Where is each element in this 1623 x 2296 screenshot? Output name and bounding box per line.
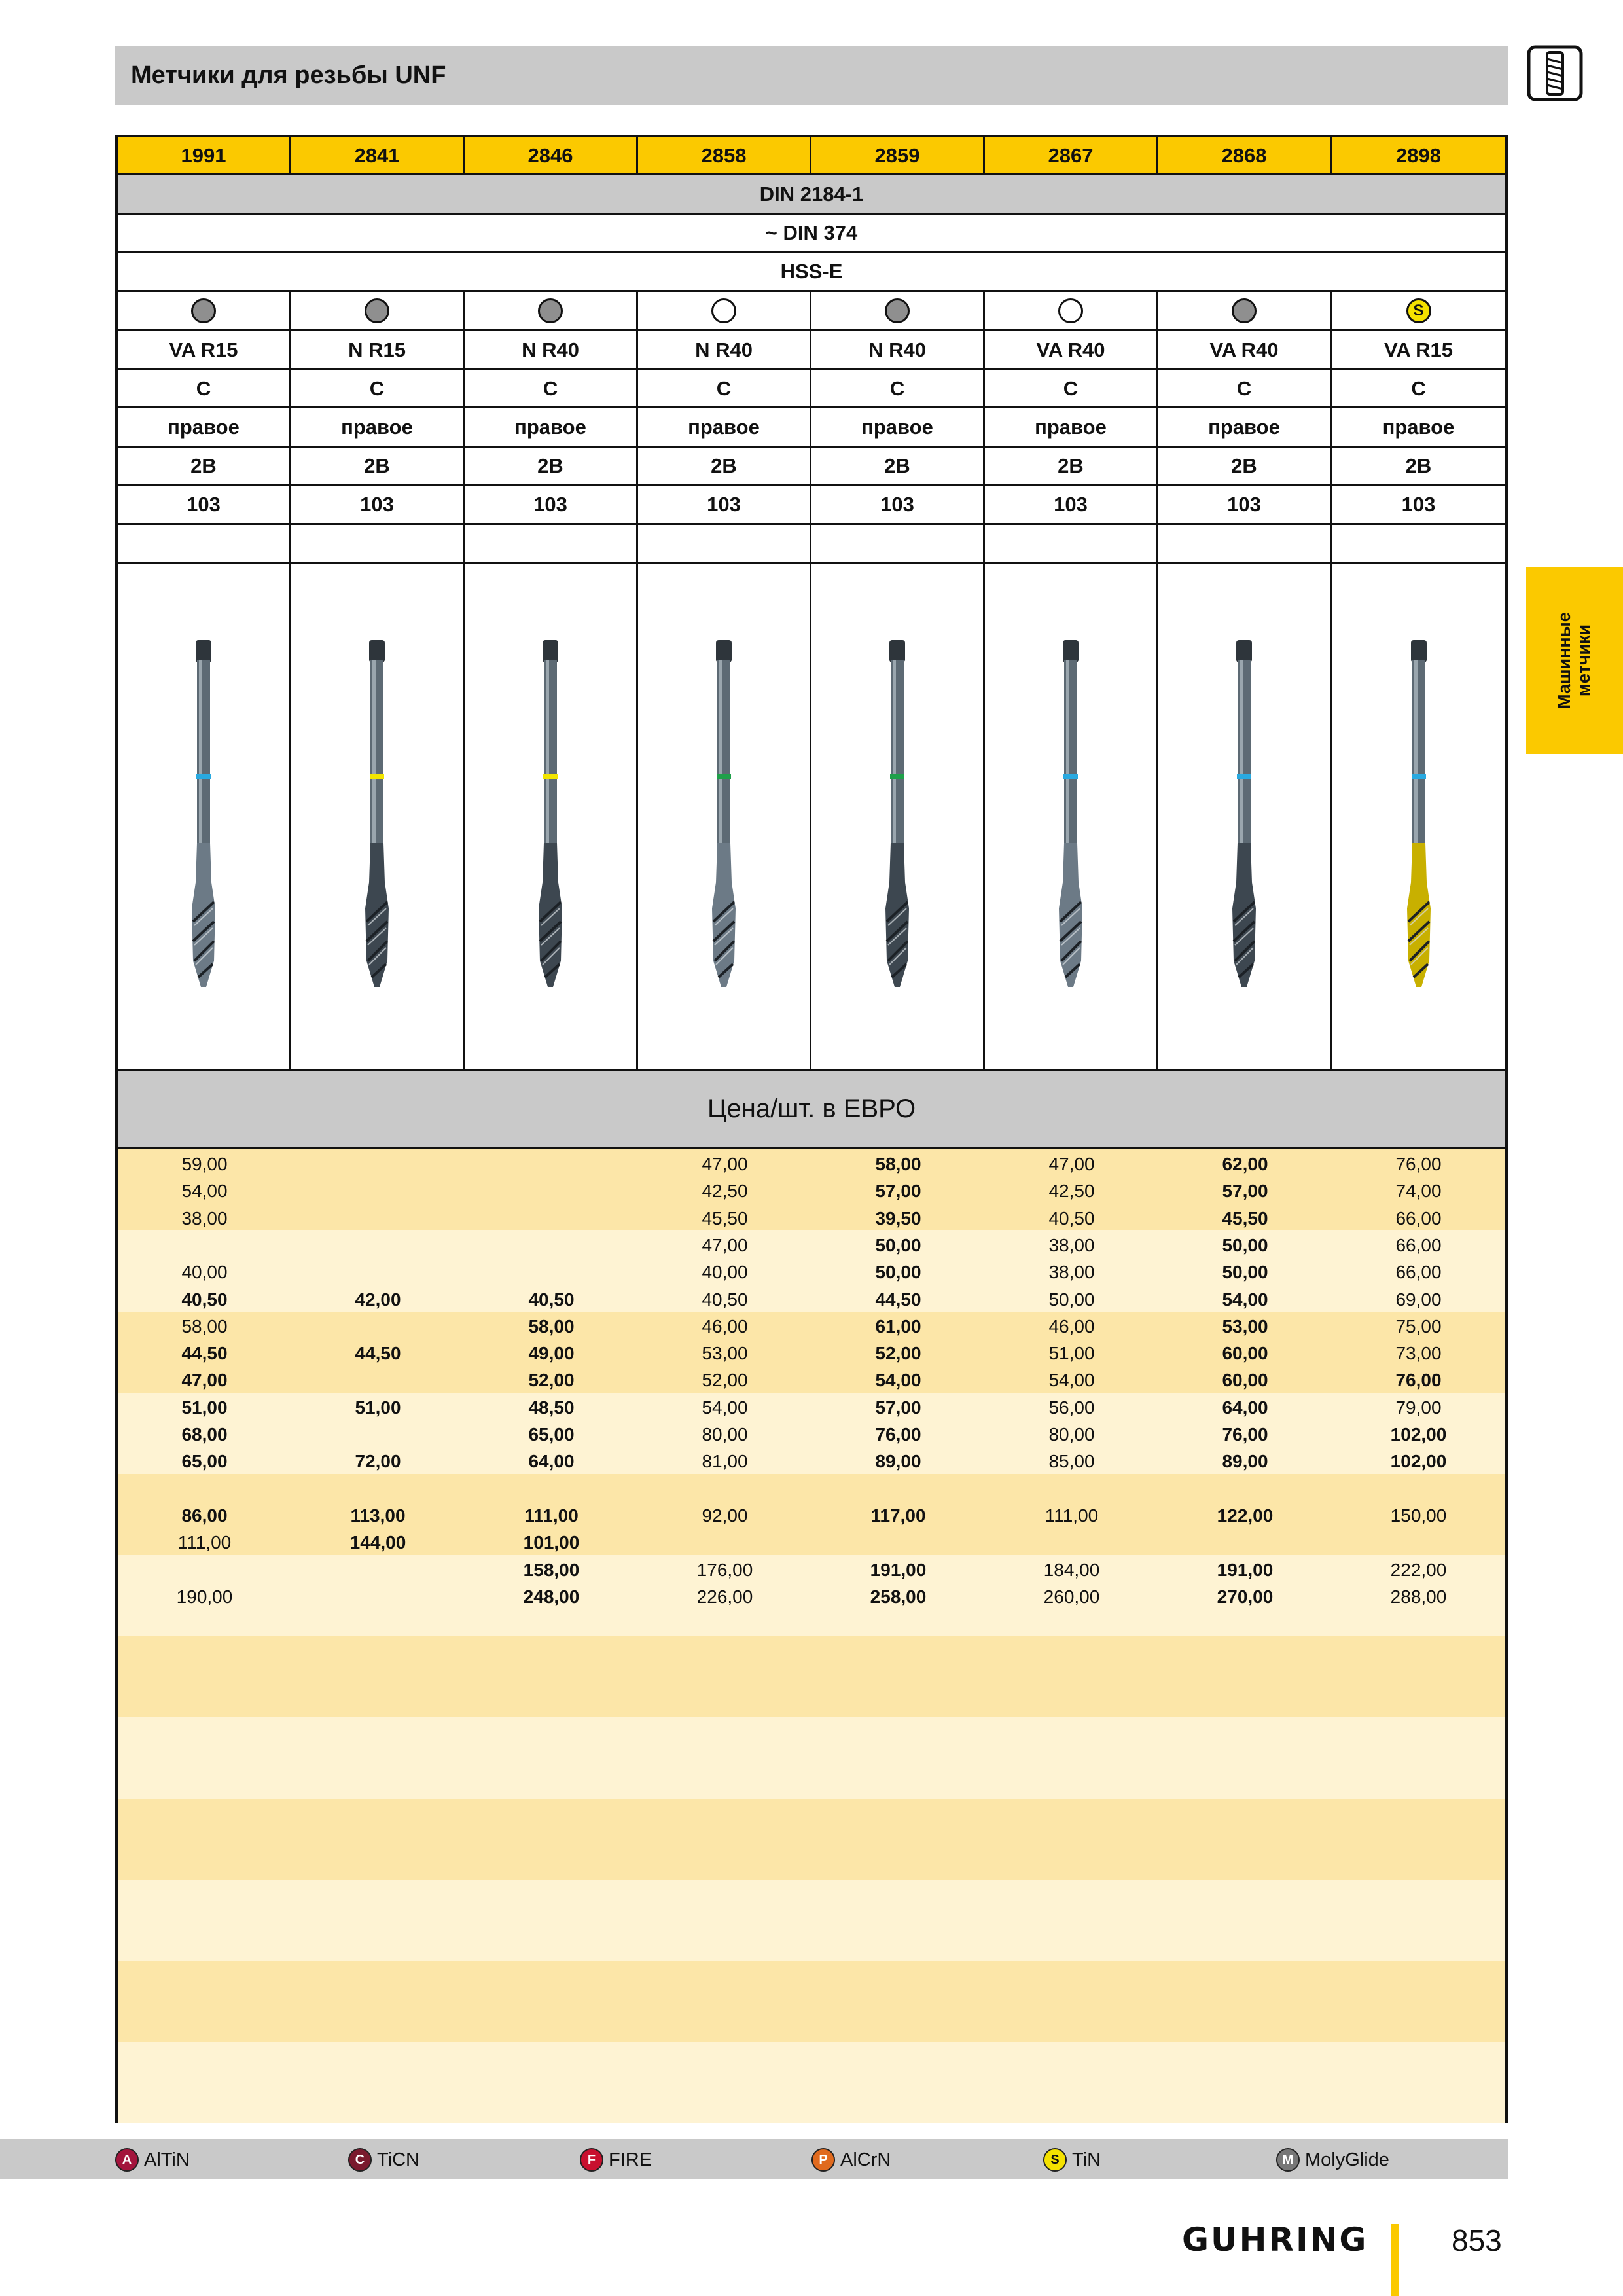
coating-cell (1158, 292, 1332, 329)
footer-accent-bar (1391, 2224, 1399, 2296)
price-value (985, 1475, 1158, 1502)
price-value: 64,00 (1222, 1397, 1268, 1418)
price-value: 190,00 (176, 1586, 233, 1607)
machine-tap-icon (871, 634, 923, 1000)
legend-item (1276, 2147, 1389, 2173)
price-value (1158, 1475, 1332, 1502)
price-value: 54,00 (702, 1397, 748, 1418)
price-value (1158, 1529, 1332, 1556)
price-value: 60,00 (1222, 1343, 1268, 1364)
side-tab-label: Машинные метчики (1554, 612, 1594, 709)
tin-coating-icon: S (1043, 2148, 1067, 2172)
tap-image-cell (1332, 564, 1505, 1069)
price-value (291, 1313, 465, 1340)
price-value (1332, 1529, 1505, 1556)
price-value (291, 1259, 465, 1285)
price-value: 111,00 (524, 1505, 579, 1526)
price-value: 85,00 (1048, 1451, 1095, 1472)
price-value: 65,00 (528, 1424, 575, 1444)
coating-gray-icon (885, 298, 910, 323)
price-value: 45,50 (702, 1208, 748, 1229)
price-value: 42,50 (1048, 1181, 1095, 1202)
price-value: 48,50 (528, 1397, 575, 1418)
catalog-reference: 103 (812, 486, 985, 523)
empty-cell (118, 525, 291, 562)
price-value: 50,00 (1222, 1234, 1268, 1255)
price-value: 59,00 (181, 1154, 228, 1174)
price-row (118, 1556, 1505, 1583)
thread-direction: правое (1382, 415, 1455, 439)
tap-type: N R15 (291, 331, 465, 368)
price-value: 47,00 (702, 1154, 748, 1174)
price-value: 58,00 (875, 1154, 921, 1174)
price-value (291, 1556, 465, 1583)
empty-cell (985, 525, 1158, 562)
price-value: 102,00 (1390, 1451, 1447, 1472)
price-value: 56,00 (1048, 1397, 1095, 1418)
price-value: 176,00 (696, 1559, 753, 1580)
coating-white-icon (711, 298, 736, 323)
catalog-reference: 103 (1401, 492, 1436, 516)
price-value: 38,00 (181, 1208, 228, 1229)
molyglide-coating-icon: M (1276, 2148, 1300, 2172)
price-row (118, 1232, 1505, 1259)
price-value: 39,50 (875, 1208, 921, 1229)
price-value: 75,00 (1395, 1316, 1442, 1336)
tolerance-class: 2B (118, 448, 291, 484)
price-value: 40,50 (181, 1289, 228, 1310)
catalog-reference: 103 (1158, 486, 1332, 523)
price-value: 89,00 (1222, 1451, 1268, 1472)
article-number: 2859 (812, 137, 985, 173)
price-value (291, 1367, 465, 1393)
price-value: 66,00 (1395, 1208, 1442, 1229)
coating-cell (118, 292, 291, 329)
price-value: 89,00 (875, 1451, 921, 1472)
tap-type: N R40 (465, 331, 638, 368)
price-value: 66,00 (1395, 1262, 1442, 1283)
machine-tap-icon (1044, 634, 1097, 1000)
price-value: 40,50 (528, 1289, 575, 1310)
chamfer-form: C (812, 370, 985, 406)
machine-tap-icon (1218, 634, 1270, 1000)
price-value: 60,00 (1222, 1370, 1268, 1391)
norm-row (118, 175, 1505, 215)
price-value: 57,00 (875, 1181, 921, 1202)
machine-tap-icon (1393, 634, 1445, 1000)
price-value: 44,50 (181, 1343, 228, 1364)
price-value: 260,00 (1043, 1586, 1100, 1607)
price-value: 54,00 (1048, 1370, 1095, 1391)
price-value: 51,00 (181, 1397, 228, 1418)
price-row (118, 1151, 1505, 1177)
price-value: 40,50 (1048, 1208, 1095, 1229)
coating-white-icon (1058, 298, 1083, 323)
price-value: 111,00 (177, 1532, 232, 1553)
coating-cell (812, 292, 985, 329)
price-row (118, 1367, 1505, 1393)
price-value: 62,00 (1222, 1154, 1268, 1174)
material-row (118, 253, 1505, 292)
tolerance-class: 2B (465, 448, 638, 484)
price-value: 50,00 (875, 1262, 921, 1283)
chamfer-form: C (1411, 376, 1426, 400)
chamfer-form: C (465, 370, 638, 406)
price-value: 270,00 (1217, 1586, 1274, 1607)
price-value: 80,00 (702, 1424, 748, 1444)
price-row (118, 1340, 1505, 1367)
tap-type: N R40 (638, 331, 812, 368)
price-value: 222,00 (1390, 1559, 1447, 1580)
article-number: 2846 (465, 137, 638, 173)
coating-gray-icon (365, 298, 389, 323)
price-value: 69,00 (1395, 1289, 1442, 1310)
altin-coating-icon: A (115, 2148, 139, 2172)
price-band (118, 1717, 1505, 1799)
coating-gray-icon (191, 298, 216, 323)
norm-din-2184: DIN 2184-1 (759, 182, 864, 206)
price-value (638, 1475, 812, 1502)
price-value: 54,00 (1222, 1289, 1268, 1310)
tap-type: VA R15 (1383, 338, 1454, 361)
machine-tap-icon (351, 634, 403, 1000)
price-value: 79,00 (1395, 1397, 1442, 1418)
coating-cell (291, 292, 465, 329)
price-value: 68,00 (181, 1424, 228, 1444)
coating-cell (985, 292, 1158, 329)
price-value: 102,00 (1390, 1424, 1447, 1444)
tolerance-class: 2B (1405, 454, 1432, 477)
price-value: 38,00 (1048, 1234, 1095, 1255)
price-value: 150,00 (1390, 1505, 1447, 1526)
product-table (115, 135, 1508, 2123)
price-value: 248,00 (523, 1586, 580, 1607)
chamfer-form: C (118, 370, 291, 406)
price-value: 117,00 (870, 1505, 926, 1526)
article-number: 2898 (1396, 143, 1441, 167)
legend-label: AlTiN (144, 2149, 190, 2170)
chamfer-form: C (1158, 370, 1332, 406)
price-value: 184,00 (1043, 1559, 1100, 1580)
article-number: 2868 (1158, 137, 1332, 173)
legend-label: AlCrN (840, 2149, 891, 2170)
price-value (465, 1232, 638, 1259)
thread-direction: правое (291, 408, 465, 446)
catalog-reference: 103 (985, 486, 1158, 523)
price-value: 144,00 (349, 1532, 406, 1553)
empty-cell (1158, 525, 1332, 562)
article-number: 2858 (638, 137, 812, 173)
price-value (291, 1232, 465, 1259)
price-header-row (118, 1071, 1505, 1149)
page-title: Метчики для резьбы UNF (131, 62, 446, 89)
price-row (118, 1529, 1505, 1556)
tolerance-class: 2B (812, 448, 985, 484)
price-value: 42,00 (355, 1289, 401, 1310)
price-value (1332, 1475, 1505, 1502)
type-row (118, 331, 1505, 370)
price-row (118, 1313, 1505, 1340)
coating-cell (1332, 292, 1505, 329)
empty-cell (291, 525, 465, 562)
coating-cell (465, 292, 638, 329)
tolerance-class: 2B (291, 448, 465, 484)
alcrn-coating-icon: P (812, 2148, 835, 2172)
article-number-row (118, 137, 1505, 175)
price-value: 76,00 (1395, 1154, 1442, 1174)
price-value: 50,00 (1048, 1289, 1095, 1310)
price-value: 76,00 (1222, 1424, 1268, 1444)
form-row (118, 370, 1505, 408)
machine-tap-icon (698, 634, 750, 1000)
price-row (118, 1286, 1505, 1313)
price-value (291, 1151, 465, 1177)
empty-cell (465, 525, 638, 562)
price-value (291, 1583, 465, 1610)
tap-image-cell (118, 564, 291, 1069)
legend-item (812, 2147, 891, 2173)
price-band (118, 1636, 1505, 1717)
machine-tap-icon (177, 634, 230, 1000)
price-value (465, 1177, 638, 1204)
thread-direction: правое (1158, 408, 1332, 446)
price-row (118, 1394, 1505, 1421)
price-value: 288,00 (1390, 1586, 1447, 1607)
catalog-ref-row (118, 486, 1505, 525)
legend-item (115, 2147, 190, 2173)
empty-cell (812, 525, 985, 562)
price-value: 226,00 (696, 1586, 753, 1607)
price-value: 46,00 (1048, 1316, 1095, 1336)
tap-type: VA R15 (118, 331, 291, 368)
tap-thread-icon (1525, 43, 1585, 103)
price-value: 72,00 (355, 1451, 401, 1472)
fire-coating-icon: F (580, 2148, 603, 2172)
price-row (118, 1448, 1505, 1475)
price-row (118, 1475, 1505, 1502)
coating-row (118, 292, 1505, 331)
tolerance-class: 2B (638, 448, 812, 484)
price-value: 86,00 (181, 1505, 228, 1526)
catalog-reference: 103 (291, 486, 465, 523)
price-value: 158,00 (523, 1559, 580, 1580)
price-band (118, 1880, 1505, 1961)
price-value: 101,00 (523, 1532, 580, 1553)
machine-tap-icon (524, 634, 577, 1000)
price-value: 53,00 (1222, 1316, 1268, 1336)
price-value: 57,00 (1222, 1181, 1268, 1202)
empty-row (118, 525, 1505, 564)
price-value: 42,50 (702, 1181, 748, 1202)
article-number: 2867 (985, 137, 1158, 173)
price-value: 47,00 (702, 1234, 748, 1255)
price-value: 44,50 (875, 1289, 921, 1310)
material-label: HSS-E (780, 259, 843, 283)
price-value: 76,00 (875, 1424, 921, 1444)
price-value: 51,00 (355, 1397, 401, 1418)
price-value: 80,00 (1048, 1424, 1095, 1444)
price-value (118, 1475, 291, 1502)
empty-cell (1332, 525, 1505, 562)
price-value: 74,00 (1395, 1181, 1442, 1202)
legend-item (348, 2147, 419, 2173)
price-value: 54,00 (875, 1370, 921, 1391)
empty-cell (638, 525, 812, 562)
coating-yellow-icon: S (1406, 298, 1431, 323)
price-value (291, 1205, 465, 1232)
price-value: 64,00 (528, 1451, 575, 1472)
price-value (638, 1529, 812, 1556)
price-value: 92,00 (702, 1505, 748, 1526)
price-value (985, 1529, 1158, 1556)
price-value: 49,00 (528, 1343, 575, 1364)
coating-gray-icon (1232, 298, 1257, 323)
thread-direction: правое (638, 408, 812, 446)
price-value (465, 1151, 638, 1177)
catalog-reference: 103 (638, 486, 812, 523)
price-band (118, 1961, 1505, 2042)
price-value: 191,00 (1217, 1559, 1274, 1580)
price-value (291, 1421, 465, 1448)
legend-label: TiN (1072, 2149, 1101, 2170)
price-value: 40,00 (181, 1262, 228, 1283)
thread-direction: правое (118, 408, 291, 446)
chamfer-form: C (638, 370, 812, 406)
price-value: 122,00 (1217, 1505, 1274, 1526)
tap-image-cell (465, 564, 638, 1069)
tap-image-cell (291, 564, 465, 1069)
price-band (118, 2042, 1505, 2123)
price-value (465, 1205, 638, 1232)
price-value: 38,00 (1048, 1262, 1095, 1283)
price-row (118, 1421, 1505, 1448)
legend-item (1043, 2147, 1101, 2173)
tap-image-row (118, 564, 1505, 1071)
price-value: 47,00 (1048, 1154, 1095, 1174)
coating-cell (638, 292, 812, 329)
price-value: 58,00 (181, 1316, 228, 1336)
price-value: 52,00 (875, 1343, 921, 1364)
price-value: 57,00 (875, 1397, 921, 1418)
price-value: 111,00 (1044, 1505, 1099, 1526)
price-row (118, 1205, 1505, 1232)
ticn-coating-icon: C (348, 2148, 372, 2172)
price-value (812, 1475, 985, 1502)
price-value: 54,00 (181, 1181, 228, 1202)
price-value: 40,50 (702, 1289, 748, 1310)
catalog-reference: 103 (465, 486, 638, 523)
price-value (465, 1259, 638, 1285)
tolerance-row (118, 448, 1505, 486)
chamfer-form: C (291, 370, 465, 406)
price-value: 191,00 (870, 1559, 927, 1580)
price-value: 46,00 (702, 1316, 748, 1336)
legend-label: TiCN (377, 2149, 419, 2170)
legend-item (580, 2147, 652, 2173)
price-value (291, 1177, 465, 1204)
price-value: 73,00 (1395, 1343, 1442, 1364)
page-number: 853 (1452, 2223, 1502, 2257)
price-header: Цена/шт. в ЕВРО (707, 1094, 916, 1123)
price-value (291, 1475, 465, 1502)
catalog-reference: 103 (118, 486, 291, 523)
price-value: 53,00 (702, 1343, 748, 1364)
tap-image-cell (638, 564, 812, 1069)
price-value: 40,00 (702, 1262, 748, 1283)
price-value: 76,00 (1395, 1370, 1442, 1391)
tap-image-cell (985, 564, 1158, 1069)
tolerance-class: 2B (985, 448, 1158, 484)
price-value: 44,50 (355, 1343, 401, 1364)
price-row (118, 1502, 1505, 1529)
thread-direction: правое (812, 408, 985, 446)
price-row (118, 1259, 1505, 1285)
article-number: 1991 (118, 137, 291, 173)
guhring-logo: GUHRING (1182, 2221, 1368, 2259)
norm-din-374: ~ DIN 374 (765, 221, 858, 244)
price-value: 45,50 (1222, 1208, 1268, 1229)
legend-label: MolyGlide (1305, 2149, 1389, 2170)
price-value: 52,00 (528, 1370, 575, 1391)
norm-row-2 (118, 215, 1505, 253)
tap-type: N R40 (812, 331, 985, 368)
price-value: 58,00 (528, 1316, 575, 1336)
thread-direction: правое (985, 408, 1158, 446)
price-value: 66,00 (1395, 1234, 1442, 1255)
price-value: 61,00 (875, 1316, 921, 1336)
legend-label: FIRE (609, 2149, 652, 2170)
direction-row (118, 408, 1505, 448)
price-value: 81,00 (702, 1451, 748, 1472)
price-value: 50,00 (1222, 1262, 1268, 1283)
tap-type: VA R40 (1158, 331, 1332, 368)
tap-type: VA R40 (985, 331, 1158, 368)
price-row (118, 1177, 1505, 1204)
price-value: 52,00 (702, 1370, 748, 1391)
tolerance-class: 2B (1158, 448, 1332, 484)
article-number: 2841 (291, 137, 465, 173)
price-value: 258,00 (870, 1586, 927, 1607)
price-band (118, 1799, 1505, 1880)
price-row (118, 1583, 1505, 1610)
chamfer-form: C (985, 370, 1158, 406)
price-value: 113,00 (350, 1505, 406, 1526)
tap-image-cell (1158, 564, 1332, 1069)
price-value (465, 1475, 638, 1502)
price-value (118, 1232, 291, 1259)
price-value: 51,00 (1048, 1343, 1095, 1364)
price-value (118, 1556, 291, 1583)
coating-gray-icon (538, 298, 563, 323)
price-value: 65,00 (181, 1451, 228, 1472)
price-value: 47,00 (181, 1370, 228, 1391)
tap-image-cell (812, 564, 985, 1069)
price-value (812, 1529, 985, 1556)
thread-direction: правое (465, 408, 638, 446)
price-data-area (118, 1149, 1505, 2121)
price-value: 50,00 (875, 1234, 921, 1255)
